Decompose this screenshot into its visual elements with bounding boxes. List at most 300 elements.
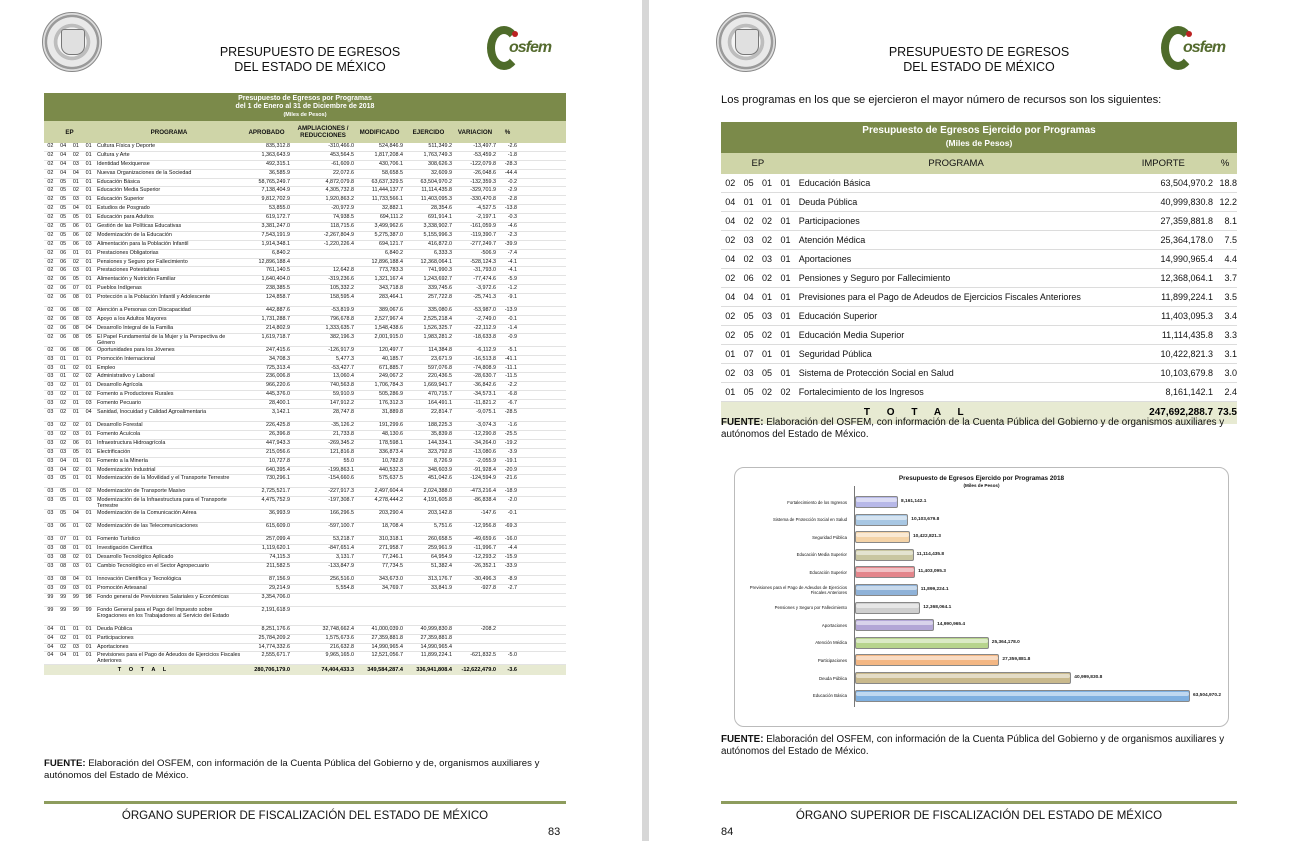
ejercido-value: 6,333.3 [434,249,452,256]
programs-budget-table [44,93,566,675]
modificado-value: 77,246.1 [382,554,403,561]
ep-code: 03 [47,545,54,552]
modificado-value: 77,734.5 [382,562,403,569]
ep-code: 05 [60,205,67,212]
ep-code: 01 [85,178,92,185]
pct-value: -5.0 [507,652,517,659]
ep-code: 02 [47,249,54,256]
pct-value: -8.9 [507,575,517,582]
modificado-value: 31,889.8 [382,409,403,416]
variacion-value: -2,197.1 [476,214,496,221]
pct-value: -3.9 [507,448,517,455]
ejercido-value: 144,334.1 [428,439,452,446]
chart-value-label: 11,114,435.8 [916,551,945,557]
ep-code: 01 [762,292,773,302]
pct-value [498,644,520,652]
ejercido-value: 40,999,830.8 [420,625,452,632]
aprobado-value: 1,363,643.9 [261,151,290,158]
chart-bar [855,566,915,578]
ep-code: 01 [780,197,791,207]
ep-code: 01 [72,488,79,495]
government-seal-icon [42,12,102,72]
pct-value: -2.8 [507,196,517,203]
ejercido-value: 27,359,881.8 [420,634,452,641]
ep-code: 03 [47,497,54,504]
aprobado-value: 74,115.3 [269,554,290,561]
col-ep: EP [65,128,74,136]
ep-code: 02 [72,258,79,265]
program-name: Gestión de las Políticas Educativas [97,223,182,230]
chart-title: Presupuesto de Egresos Ejercido por Programas 2018 [898,475,1065,482]
aprobado-value: 8,251,176.6 [261,625,290,632]
ep-code: 03 [47,457,54,464]
variacion-value: -2,055.9 [476,457,496,464]
program-name: Modernización Industrial [97,466,156,473]
ep-code: 01 [72,497,79,504]
ep-code: 02 [47,294,54,301]
aprobado-value: 53,855.0 [269,205,290,212]
pct-value [498,626,520,634]
ep-code: 02 [72,187,79,194]
ampliaciones-value: 121,816.8 [330,448,354,455]
ep-code: 03 [72,267,79,274]
program-name: Promoción Artesanal [97,584,147,591]
ejercido-value: 5,155,996.3 [423,231,452,238]
variacion-value: -26,352.1 [473,562,496,569]
variacion-value: -528,124.3 [470,258,496,265]
ejercido-value: 32,609.9 [431,169,452,176]
table-row [44,652,566,665]
footer-organization: ÓRGANO SUPERIOR DE FISCALIZACIÓN DEL ESTADO DE MÉXICO [795,810,1163,822]
ep-code: 01 [85,294,92,301]
col-aprobado: APROBADO [248,128,285,136]
ep-code: 03 [47,536,54,543]
chart-bar [855,619,934,631]
aprobado-value: 2,555,671.7 [261,652,290,659]
ep-code: 01 [85,151,92,158]
program-name: Pueblos Indígenas [97,285,142,292]
ampliaciones-value: -35,126.2 [331,422,354,429]
pct-value: -2.9 [507,187,517,194]
program-name: Modernización de la Infraestructura para el Transporte Terrestre [97,497,227,510]
ep-code: 02 [72,373,79,380]
aprobado-value: 761,140.5 [266,267,290,274]
program-name: Promoción Internacional [97,355,156,362]
chart-bar [855,584,918,596]
ampliaciones-value [292,607,356,625]
aprobado-value: 12,896,188.4 [258,258,290,265]
col-variacion: VARIACIÓN [457,128,493,136]
aprobado-value: 3,142.1 [272,409,290,416]
ep-code: 02 [47,316,54,323]
program-name: Modernización de la Educación [97,231,172,238]
table-row [721,212,1237,231]
importe-value: 25,364,178.0 [1160,235,1214,245]
modificado-value: 12,521,056.7 [371,652,403,659]
ejercido-value: 35,839.8 [431,430,452,437]
pct-value: -1.6 [507,422,517,429]
ampliaciones-value: 59,910.9 [333,391,354,398]
pct-value: 2.4 [1224,387,1237,397]
footer-rule [44,801,566,804]
ampliaciones-value: 1,920,863.2 [325,196,354,203]
ep-code: 01 [60,373,67,380]
ampliaciones-value: 256,516.0 [330,575,354,582]
ejercido-value: 63,504,970.2 [420,178,452,185]
importe-value: 8,161,142.1 [1165,387,1214,397]
modificado-value: 2,497,604.4 [374,488,403,495]
pct-value: -2.2 [507,382,517,389]
ampliaciones-value: 22,072.6 [333,169,354,176]
aprobado-value: 9,812,702.9 [261,196,290,203]
ep-code: 01 [85,285,92,292]
ep-code: 06 [72,231,79,238]
ejercido-value [405,607,454,625]
aprobado-value: 34,708.3 [269,355,290,362]
ep-code: 03 [60,448,67,455]
program-name: Educación para Adultos [97,214,154,221]
chart-value-label: 40,999,830.8 [1074,675,1103,680]
ep-code: 01 [780,273,791,283]
variacion-value: -34,264.0 [473,439,496,446]
ep-code: 05 [85,333,92,340]
ep-code: 03 [47,523,54,530]
importe-value: 11,403,095.3 [1161,311,1214,321]
ep-code: 05 [60,497,67,504]
pct-value: -5.1 [507,346,517,353]
modificado-value: 3,499,962.6 [374,223,403,230]
chart-subtitle: (Miles de Pesos) [963,483,1000,488]
ep-code: 04 [47,634,54,641]
variacion-value: -49,659.6 [473,536,496,543]
ep-code: 06 [60,294,67,301]
program-name: Deuda Pública [97,625,133,632]
ep-code: 02 [60,634,67,641]
ampliaciones-value: 166,296.5 [330,510,354,517]
program-name: Desarrollo Forestal [97,422,143,429]
modificado-value: 575,637.5 [379,475,403,482]
program-name: Prestaciones Potestativas [97,267,160,274]
pct-value: 3.1 [1224,349,1237,359]
table-row [44,161,566,170]
ep-code: 04 [725,254,736,264]
pct-value: 3.5 [1224,292,1237,302]
program-name: Educación Básica [798,178,871,188]
ep-code: 07 [60,536,67,543]
modificado-value: 2,527,967.4 [374,316,403,323]
ep-code: 99 [47,606,54,613]
program-name: Pensiones y Seguro por Fallecimiento [798,273,951,283]
pct-value: -28.3 [504,160,517,167]
table-row [44,347,566,356]
modificado-value: 48,130.6 [382,430,403,437]
ep-code: 03 [762,311,773,321]
variacion-value [454,607,498,625]
ep-code: 01 [85,562,92,569]
variacion-value: -16,513.8 [473,355,496,362]
program-name: Fondo General para el Pago del Impuesto sobre Erogaciones en los Trabajadores al Servicio del Estado [97,606,230,619]
ep-code: 03 [743,235,754,245]
ep-code: 99 [72,593,79,600]
modificado-value: 773,783.3 [379,267,403,274]
modificado-value: 34,769.7 [382,584,403,591]
program-name: Aportaciones [798,254,852,264]
ejercido-value: 203,142.8 [428,510,452,517]
ep-code: 06 [60,258,67,265]
ep-code: 01 [85,249,92,256]
ampliaciones-value [292,250,356,258]
ampliaciones-value: 5,554.8 [336,584,354,591]
variacion-value: -36,842.6 [473,382,496,389]
ejercido-value: 691,914.1 [428,214,452,221]
variacion-value: -6,112.9 [476,346,496,353]
program-name: Infraestructura Hidroagrícola [97,439,166,446]
ep-code: 01 [72,400,79,407]
program-name: Fondo general de Previsiones Salariales y Económicas [97,593,229,600]
ep-code: 01 [72,457,79,464]
pct-value: -1.8 [507,151,517,158]
ep-code: 03 [72,160,79,167]
program-name: Educación Básica [97,178,140,185]
ep-code: 01 [72,143,79,149]
col-ejercido: EJERCIDO [412,128,445,136]
importe-value: 27,359,881.8 [1160,216,1214,226]
ampliaciones-value: -61,609.0 [331,160,354,167]
variacion-value: -13,080.6 [473,448,496,455]
ep-code: 03 [47,488,54,495]
ep-code: 99 [60,606,67,613]
ep-code: 05 [60,488,67,495]
table-total-row: T O T A L 247,692,288.7 73.5 [721,402,1237,424]
pct-value: 18.8 [1219,178,1237,188]
program-name: Protección a la Población Infantil y Adolescente [97,294,211,301]
importe-value: 11,114,435.8 [1161,330,1214,340]
table-row [44,545,566,554]
aprobado-value: 835,312.8 [266,143,290,149]
osfem-logo-icon: osfem [487,26,563,74]
ep-code: 02 [47,196,54,203]
aprobado-value: 58,765,249.7 [258,178,290,185]
chart-value-label: 8,161,142.1 [901,499,927,504]
program-name: Seguridad Pública [798,349,872,359]
program-name: Aportaciones [97,643,129,650]
ep-code: 04 [60,151,67,158]
table-row [44,391,566,400]
table-row [44,259,566,268]
ep-code: 01 [72,545,79,552]
ejercido-value: 1,763,749.3 [423,151,452,158]
variacion-value: -208.2 [480,625,496,632]
ejercido-value: 416,872.0 [428,240,452,247]
aprobado-value: 1,640,404.0 [261,276,290,283]
ep-code: 05 [60,475,67,482]
table-row [44,467,566,476]
modificado-value: 283,464.1 [379,294,403,301]
ep-code: 01 [780,349,791,359]
aprobado-value: 124,858.7 [266,294,290,301]
ep-code: 01 [762,349,773,359]
ep-code: 06 [60,346,67,353]
ep-code: 06 [60,285,67,292]
ep-code: 02 [60,430,67,437]
pct-value: 3.3 [1224,330,1237,340]
table-row [44,232,566,241]
aprobado-value: 36,585.9 [269,169,290,176]
ep-code: 07 [743,349,754,359]
table-row [44,267,566,276]
col-pct: % [504,128,511,136]
table-row [721,345,1237,364]
aprobado-value: 1,119,620.1 [261,545,290,552]
ep-code: 01 [72,249,79,256]
table-row [44,510,566,523]
ejercido-value: 22,814.7 [431,409,452,416]
ep-code: 01 [85,625,92,632]
ep-code: 03 [47,466,54,473]
ejercido-value: 2,525,218.4 [423,316,452,323]
ampliaciones-value: -199,863.1 [328,466,354,473]
aprobado-value: 3,354,706.0 [261,593,290,600]
ep-code: 06 [72,240,79,247]
table-row [44,196,566,205]
program-name: Sanidad, Inocuidad y Calidad Agroalimentaria [97,409,207,416]
ampliaciones-value [292,259,356,267]
modificado-value: 11,444,137.7 [371,187,403,194]
ep-code: 02 [60,382,67,389]
pct-value: -11.5 [505,373,517,380]
program-name: Prestaciones Obligatorias [97,249,159,256]
pct-value: -44.4 [504,169,517,176]
ampliaciones-value: -847,651.4 [328,545,354,552]
program-name: El Papel Fundamental de la Mujer y la Perspectiva de Género [97,333,226,346]
chart-category-label: Educación Superior [809,569,847,575]
chart-value-label: 27,359,881.8 [1002,657,1031,663]
pct-value: -0.3 [507,214,517,221]
ampliaciones-value: -154,660.6 [328,475,354,482]
program-name: Fortalecimiento de los Ingresos [798,387,924,397]
ep-code: 02 [743,216,754,226]
ep-code: 02 [47,151,54,158]
aprobado-value: 1,914,348.1 [261,240,290,247]
table-row [44,334,566,347]
table-row [44,536,566,545]
variacion-value [454,594,498,606]
ep-code: 01 [72,178,79,185]
ep-code: 04 [85,324,92,331]
ep-code: 04 [60,457,67,464]
ep-code: 01 [85,643,92,650]
program-name: Investigación Científica [97,545,153,552]
ejercido-value: 451,042.6 [428,475,452,482]
ep-code: 02 [85,523,92,530]
ep-code: 01 [85,457,92,464]
source-note: FUENTE: Elaboración del OSFEM, con información de la Cuenta Pública del Gobierno y de organismos auxiliares y autónomos del Estado de México. [721,417,1225,440]
table-row [44,250,566,259]
program-name: Deuda Pública [798,197,858,207]
table-row [721,269,1237,288]
table-row [44,241,566,250]
modificado-value: 271,958.7 [379,545,403,552]
importe-value: 63,504,970.2 [1160,178,1214,188]
ampliaciones-value: -197,308.7 [328,497,354,504]
ep-code: 01 [72,523,79,530]
ejercido-value [405,594,454,606]
pct-value: -33.9 [504,562,517,569]
chart-category-label: Fortalecimiento de los Ingresos [787,499,847,505]
ep-code: 03 [47,439,54,446]
ep-code: 06 [60,267,67,274]
pct-value: 3.4 [1224,311,1237,321]
ep-code: 01 [85,355,92,362]
ep-code: 02 [72,422,79,429]
variacion-value: -30,496.3 [473,575,496,582]
ep-code: 05 [743,178,754,188]
modificado-value: 191,299.6 [379,422,403,429]
ep-code: 01 [85,214,92,221]
modificado-value: 694,121.7 [379,240,403,247]
ep-code: 02 [725,235,736,245]
table-row [721,364,1237,383]
ep-code: 06 [60,307,67,314]
pct-value: -39.9 [504,240,517,247]
ejercido-value: 23,671.9 [431,355,452,362]
pct-value: 8.1 [1224,216,1237,226]
variacion-value: -53,987.0 [473,307,496,314]
ampliaciones-value: -310,466.0 [328,143,354,149]
chart-category-label: Educación Media Superior [796,552,847,558]
ampliaciones-value [292,594,356,606]
aprobado-value: 447,943.3 [266,439,290,446]
ejercido-value: 188,225.3 [428,422,452,429]
variacion-value: -53,459.2 [473,151,496,158]
ejercido-value: 8,726.9 [434,457,452,464]
aprobado-value: 215,056.6 [266,448,290,455]
ep-code: 01 [85,510,92,517]
aprobado-value: 1,731,288.7 [261,316,290,323]
pct-value: -25.5 [504,430,517,437]
modificado-value: 249,067.2 [379,373,403,380]
ejercido-value: 511,349.2 [428,143,452,149]
top-programs-table [721,122,1237,424]
table-row [44,276,566,285]
ep-code: 05 [60,214,67,221]
ejercido-value: 220,436.5 [428,373,452,380]
ep-code: 02 [47,258,54,265]
aprobado-value: 730,296.1 [266,475,290,482]
ejercido-value: 308,626.3 [428,160,452,167]
ep-code: 01 [85,475,92,482]
ep-code: 01 [60,355,67,362]
pct-value: -69.3 [504,523,517,530]
program-name: Modernización de las Telecomunicaciones [97,523,198,530]
ep-code: 02 [47,169,54,176]
aprobado-value: 3,381,247.0 [261,223,290,230]
ep-code: 04 [60,143,67,149]
pct-value: -13.8 [504,205,517,212]
ep-code: 01 [85,143,92,149]
aprobado-value: 442,887.6 [266,307,290,314]
aprobado-value: 2,725,521.7 [261,488,290,495]
ep-code: 08 [72,294,79,301]
ep-code: 06 [60,316,67,323]
ep-code: 04 [72,575,79,582]
variacion-value: -31,793.0 [473,267,496,274]
variacion-value: -330,470.8 [470,196,496,203]
ep-code: 01 [72,625,79,632]
ep-code: 03 [72,584,79,591]
ep-code: 03 [47,400,54,407]
ampliaciones-value: -319,236.6 [328,276,354,283]
